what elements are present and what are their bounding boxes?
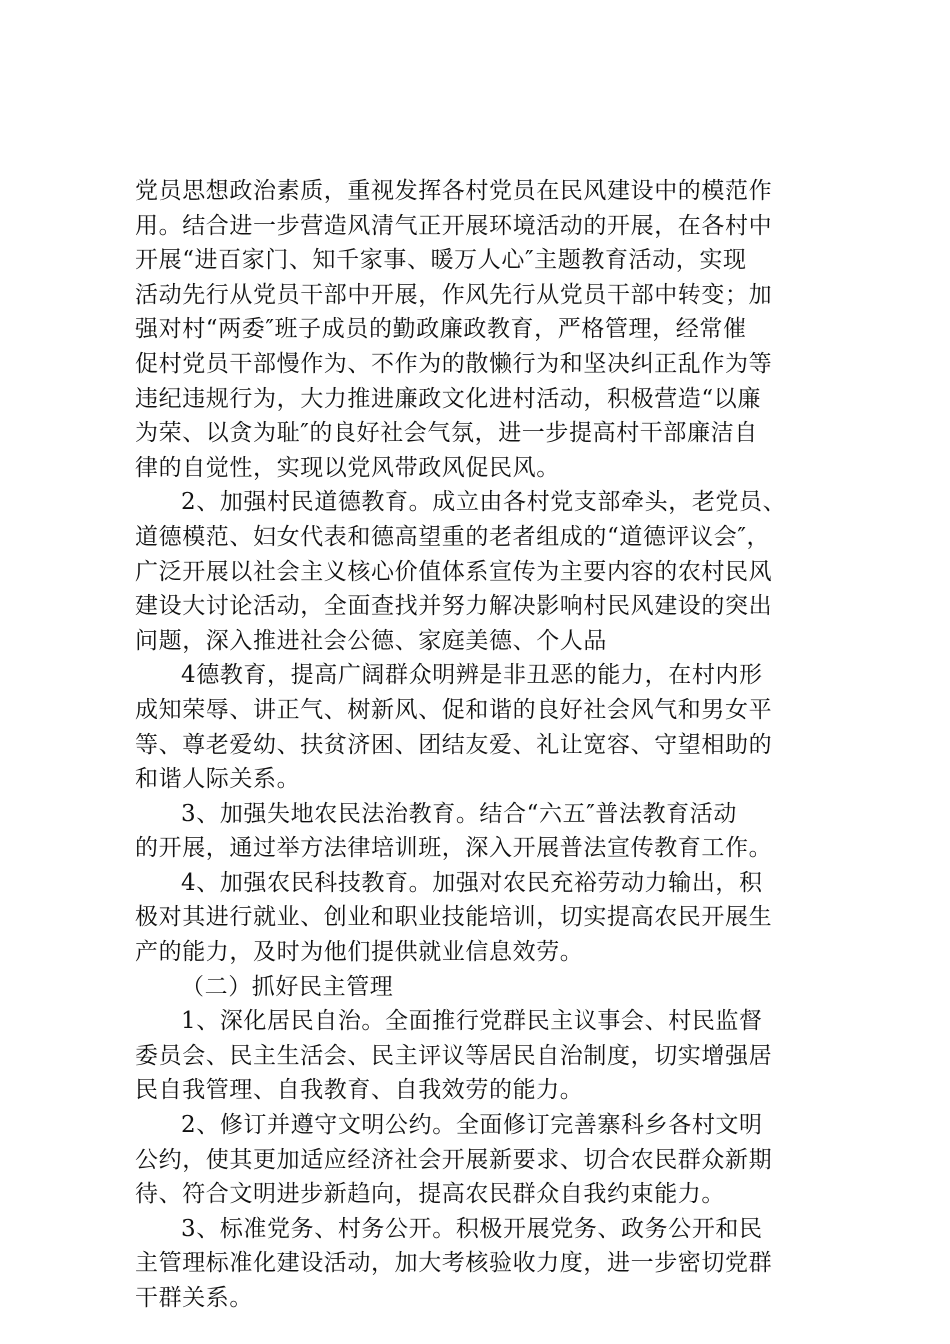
text-line: 干群关系。	[135, 1285, 253, 1311]
text-line: 开展“进百家门、知千家事、暖万人心″主题教育活动，实现	[135, 247, 747, 274]
text-line: 等、尊老爱幼、扶贫济困、团结友爱、礼让宽容、守望相助的	[135, 731, 773, 758]
paragraph-start-line: 2、加强村民道德教育。成立由各村党支部牵头，老党员、	[181, 489, 787, 516]
text-line: 活动先行从党员干部中开展，作风先行从党员干部中转变；加	[135, 281, 773, 308]
section-heading: （二）抓好民主管理	[181, 973, 394, 1000]
text-line: 产的能力，及时为他们提供就业信息效劳。	[135, 939, 584, 966]
text-line: 强对村“两委″班子成员的勤政廉政教育，严格管理，经常催	[135, 316, 747, 343]
text-line: 和谐人际关系。	[135, 766, 301, 793]
paragraph-start-line: 1、深化居民自治。全面推行党群民主议事会、村民监督	[181, 1008, 763, 1035]
paragraph-start-line: 4、加强农民科技教育。加强对农民充裕劳动力输出，积	[181, 869, 763, 896]
text-line: 为荣、以贪为耻″的良好社会气氛，进一步提高村干部廉洁自	[135, 420, 758, 447]
text-line: 促村党员干部慢作为、不作为的散懒行为和坚决纠正乱作为等	[135, 350, 773, 377]
text-line: 违纪违规行为，大力推进廉政文化进村活动，积极营造“以廉	[135, 385, 761, 412]
text-line: 的开展，通过举方法律培训班，深入开展普法宣传教育工作。	[135, 835, 773, 862]
text-line: 待、符合文明进步新趋向，提高农民群众自我约束能力。	[135, 1181, 725, 1208]
paragraph-start-line: 4德教育，提高广阔群众明辨是非丑恶的能力，在村内形	[181, 662, 763, 689]
paragraph-start-line: 3、加强失地农民法治教育。结合“六五″普法教育活动	[181, 800, 737, 827]
text-line: 极对其进行就业、创业和职业技能培训，切实提高农民开展生	[135, 904, 773, 931]
text-line: 党员思想政治素质，重视发挥各村党员在民风建设中的模范作	[135, 178, 773, 204]
document-page	[135, 174, 825, 1316]
text-line: 民自我管理、自我教育、自我效劳的能力。	[135, 1077, 584, 1104]
paragraph-start-line: 3、标准党务、村务公开。积极开展党务、政务公开和民	[181, 1215, 763, 1242]
text-line: 建设大讨论活动，全面查找并努力解决影响村民风建设的突出	[135, 593, 773, 620]
text-line: 问题，深入推进社会公德、家庭美德、个人品	[135, 627, 607, 654]
text-line: 用。结合进一步营造风清气正开展环境活动的开展，在各村中	[135, 212, 773, 239]
text-line: 律的自觉性，实现以党风带政风促民风。	[135, 454, 560, 481]
text-line: 成知荣辱、讲正气、树新风、促和谐的良好社会风气和男女平	[135, 696, 773, 723]
text-line: 主管理标准化建设活动，加大考核验收力度，进一步密切党群	[135, 1250, 773, 1277]
text-line: 广泛开展以社会主义核心价值体系宣传为主要内容的农村民风	[135, 558, 773, 585]
text-line: 道德模范、妇女代表和德高望重的老者组成的“道德评议会″，	[135, 523, 771, 550]
paragraph-start-line: 2、修订并遵守文明公约。全面修订完善寨科乡各村文明	[181, 1112, 763, 1139]
text-line: 委员会、民主生活会、民主评议等居民自治制度，切实增强居	[135, 1042, 773, 1069]
text-line: 公约，使其更加适应经济社会开展新要求、切合农民群众新期	[135, 1146, 773, 1173]
